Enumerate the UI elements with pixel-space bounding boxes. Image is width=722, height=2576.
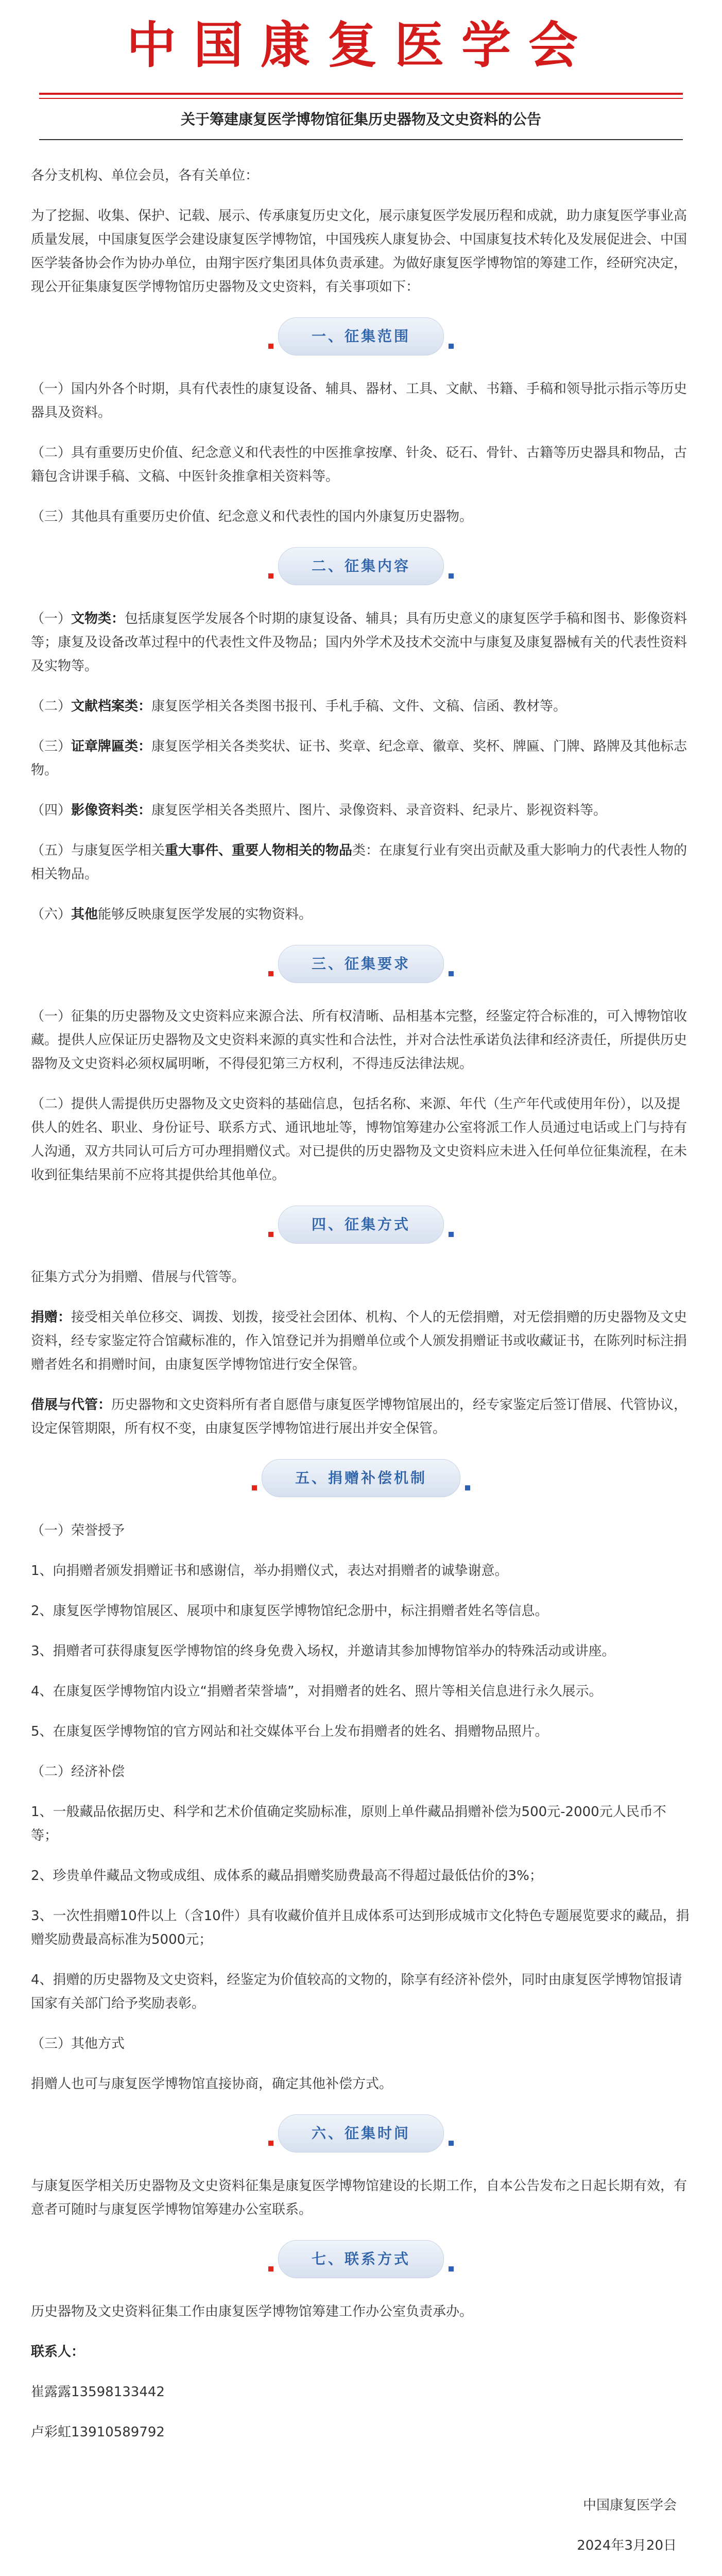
- signature-date: 2024年3月20日: [577, 2538, 677, 2553]
- decor-dot: [268, 971, 273, 976]
- section-heading-compensation: [31, 1459, 691, 1498]
- requirement-1: （一）征集的历史器物及文史资料应来源合法、所有权清晰、品相基本完整，经鉴定符合标准的，可入博物馆收藏。提供人应保证历史器物及文史资料来源的真实性和合法性，并对合法性承诺负法律和经济责任，所提供历史器物及文史资料必须权属明晰，不得侵犯第三方权利，不得违反法律法规。: [31, 1009, 687, 1072]
- contact-intro: 历史器物及文史资料征集工作由康复医学博物馆筹建工作办公室负责承办。: [31, 2304, 473, 2319]
- honor-heading: （一）荣誉授予: [31, 1523, 125, 1538]
- economic-2: 2、珍贵单件藏品文物或成组、成体系的藏品捐赠奖励费最高不得超过最低估价的3%；: [31, 1868, 543, 1884]
- section-heading-content: [31, 547, 691, 586]
- section-heading-time: [31, 2114, 691, 2154]
- decor-dot: [449, 971, 454, 976]
- decor-dot: [449, 344, 454, 349]
- honor-4: 4、在康复医学博物馆内设立“捐赠者荣誉墙”，对捐赠者的姓名、照片等相关信息进行永久展示。: [31, 1684, 603, 1699]
- honor-3: 3、捐赠者可获得康复医学博物馆的终身免费入场权，并邀请其参加博物馆举办的特殊活动或讲座。: [31, 1643, 615, 1659]
- economic-heading: （二）经济补偿: [31, 1764, 125, 1780]
- salutation: 各分支机构、单位会员，各有关单位：: [31, 168, 259, 183]
- decor-dot: [449, 1232, 454, 1237]
- section-pill: 四、征集方式: [278, 1206, 444, 1244]
- section-heading-methods: [31, 1206, 691, 1245]
- honor-2: 2、康复医学博物馆展区、展项中和康复医学博物馆纪念册中，标注捐赠者姓名等信息。: [31, 1603, 548, 1619]
- section-heading-scope: [31, 317, 691, 357]
- other-1: 捐赠人也可与康复医学博物馆直接协商，确定其他补偿方式。: [31, 2076, 393, 2092]
- economic-3: 3、一次性捐赠10件以上（含10件）具有收藏价值并且成体系可达到形成城市文化特色专题展览要求的藏品，捐赠奖励费最高标准为5000元；: [31, 1908, 690, 1947]
- decor-dot: [268, 344, 273, 349]
- methods-loan: 借展与代管：历史器物和文史资料所有者自愿借与康复医学博物馆展出的，经专家鉴定后签订借展、代管协议，设定保管期限，所有权不变，由康复医学博物馆进行展出并安全保管。: [31, 1397, 687, 1436]
- content-item-3: （三）证章牌匾类：康复医学相关各类奖状、证书、奖章、纪念章、徽章、奖杯、牌匾、门牌、路牌及其他标志物。: [31, 739, 687, 778]
- header-rule: [39, 93, 683, 95]
- contact-person-1: 崔露露13598133442: [31, 2384, 165, 2400]
- content-item-1: （一）文物类：包括康复医学发展各个时期的康复设备、辅具；具有历史意义的康复医学手稿和图书、影像资料等；康复及设备改革过程中的代表性文件及物品；国内外学术及技术交流中与康复及康复器械有关的代表性资料及实物等。: [31, 611, 687, 674]
- economic-1: 1、一般藏品依据历史、科学和艺术价值确定奖励标准，原则上单件藏品捐赠补偿为500元-2000元人民币不等；: [31, 1804, 666, 1843]
- header-title: 中国康复医学会: [127, 16, 595, 74]
- section-heading-requirements: [31, 945, 691, 984]
- methods-donation: 捐赠：接受相关单位移交、调拨、划拨，接受社会团体、机构、个人的无偿捐赠，对无偿捐赠的历史器物及文史资料，经专家鉴定符合馆藏标准的，作入馆登记并为捐赠单位或个人颁发捐赠证书或收藏证书，在陈列时标注捐赠者姓名和捐赠时间，由康复医学博物馆进行安全保管。: [31, 1310, 687, 1372]
- decor-dot: [449, 2141, 454, 2146]
- scope-item-1: （一）国内外各个时期，具有代表性的康复设备、辅具、器材、工具、文献、书籍、手稿和领导批示指示等历史器具及资料。: [31, 381, 687, 420]
- section-pill: 一、征集范围: [278, 317, 444, 355]
- section-pill: 三、征集要求: [278, 945, 444, 983]
- requirement-2: （二）提供人需提供历史器物及文史资料的基础信息，包括名称、来源、年代（生产年代或使用年份），以及提供人的姓名、职业、身份证号、联系方式、通讯地址等，博物馆筹建办公室将派工作人员通过电话或上门与持有人沟通，双方共同认可后方可办理捐赠仪式。对已提供的历史器物及文史资料应未进入任何单位征集流程，在未收到征集结果前不应将其提供给其他单位。: [31, 1096, 687, 1183]
- honor-1: 1、向捐赠者颁发捐赠证书和感谢信，举办捐赠仪式，表达对捐赠者的诚挚谢意。: [31, 1563, 508, 1579]
- content-item-5: （五）与康复医学相关重大事件、重要人物相关的物品类：在康复行业有突出贡献及重大影响力的代表性人物的相关物品。: [31, 843, 687, 882]
- decor-dot: [268, 2266, 273, 2272]
- decor-dot: [268, 573, 273, 579]
- decor-dot: [449, 573, 454, 579]
- title-divider: [39, 139, 683, 140]
- other-heading: （三）其他方式: [31, 2036, 125, 2052]
- scope-item-3: （三）其他具有重要历史价值、纪念意义和代表性的国内外康复历史器物。: [31, 509, 473, 524]
- intro-paragraph: 为了挖掘、收集、保护、记载、展示、传承康复历史文化，展示康复医学发展历程和成就，助力康复医学事业高质量发展，中国康复医学会建设康复医学博物馆，中国残疾人康复协会、中国康复技术转化及发展促进会、中国医学装备协会作为协办单位，由翔宇医疗集团具体负责承建。为做好康复医学博物馆的筹建工作，经研究决定，现公开征集康复医学博物馆历史器物及文史资料，有关事项如下：: [31, 208, 687, 295]
- decor-dot: [465, 1485, 470, 1490]
- signature-org: 中国康复医学会: [582, 2498, 677, 2513]
- article-body: [31, 164, 691, 2576]
- honor-5: 5、在康复医学博物馆的官方网站和社交媒体平台上发布捐赠者的姓名、捐赠物品照片。: [31, 1724, 548, 1739]
- decor-dot: [268, 2141, 273, 2146]
- content-item-2: （二）文献档案类：康复医学相关各类图书报刊、手札手稿、文件、文稿、信函、教材等。: [31, 699, 567, 714]
- section-pill: 七、联系方式: [278, 2240, 444, 2278]
- economic-4: 4、捐赠的历史器物及文史资料，经鉴定为价值较高的文物的，除享有经济补偿外，同时由康复医学博物馆报请国家有关部门给予奖励表彰。: [31, 1972, 682, 2011]
- section-heading-contact: [31, 2240, 691, 2279]
- decor-dot: [252, 1485, 257, 1490]
- decor-dot: [268, 1232, 273, 1237]
- section-pill: 六、征集时间: [278, 2114, 444, 2153]
- content-item-6: （六）其他能够反映康复医学发展的实物资料。: [31, 907, 313, 922]
- time-paragraph: 与康复医学相关历史器物及文史资料征集是康复医学博物馆建设的长期工作，自本公告发布之日起长期有效，有意者可随时与康复医学博物馆筹建办公室联系。: [31, 2178, 687, 2217]
- contact-person-2: 卢彩虹13910589792: [31, 2425, 165, 2440]
- header-rule-thin: [39, 98, 683, 99]
- scope-item-2: （二）具有重要历史价值、纪念意义和代表性的中医推拿按摩、针灸、砭石、骨针、古籍等历史器具和物品，古籍包含讲课手稿、文稿、中医针灸推拿相关资料等。: [31, 445, 687, 484]
- decor-dot: [449, 2266, 454, 2272]
- notice-title: 关于筹建康复医学博物馆征集历史器物及文史资料的公告: [180, 111, 541, 128]
- methods-intro: 征集方式分为捐赠、借展与代管等。: [31, 1269, 246, 1285]
- content-item-4: （四）影像资料类：康复医学相关各类照片、图片、录像资料、录音资料、纪录片、影视资料等。: [31, 803, 607, 818]
- section-pill: 五、捐赠补偿机制: [262, 1459, 460, 1497]
- section-pill: 二、征集内容: [278, 547, 444, 585]
- contact-label: 联系人：: [31, 2344, 85, 2360]
